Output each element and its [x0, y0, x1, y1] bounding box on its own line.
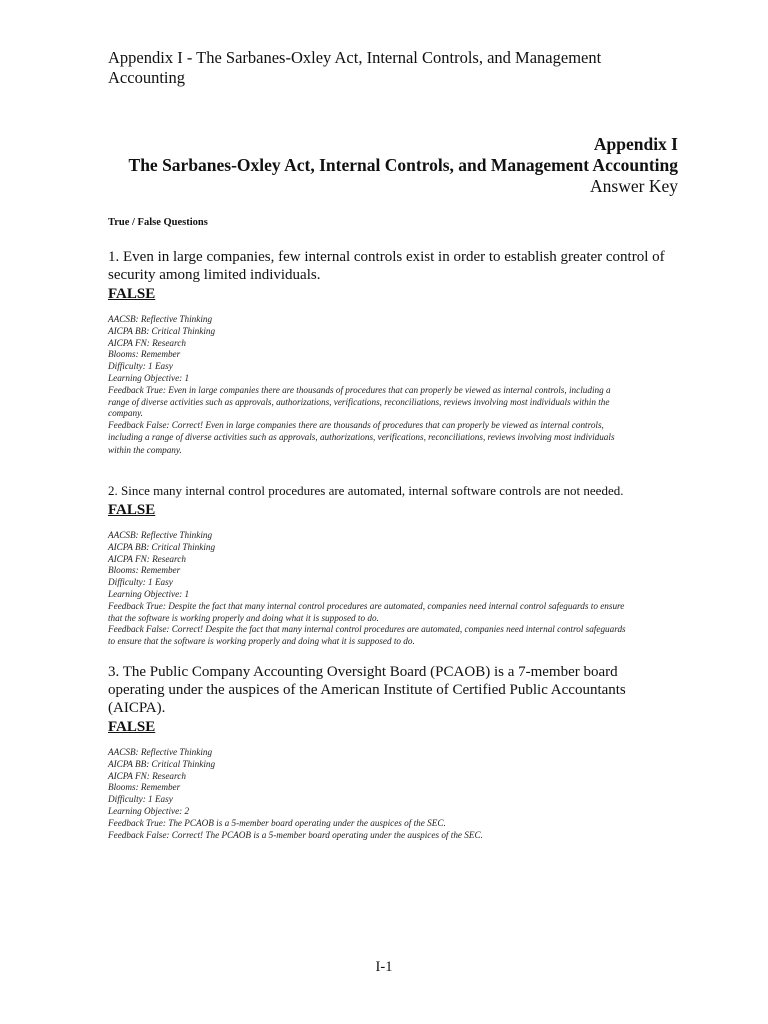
meta-line: AICPA FN: Research [108, 337, 186, 348]
title-block [58, 134, 678, 197]
question-text-line: operating under the auspices of the American Institute of Certified Public Accountants [108, 682, 626, 698]
meta-line: Blooms: Remember [108, 565, 181, 576]
question-2 [108, 482, 680, 648]
meta-line: Feedback True: The PCAOB is a 5-member board operating under the auspices of the SEC. [108, 817, 446, 828]
meta-line: Feedback False: Correct! Despite the fact that many internal control procedures are automated, companies need internal control safeguards [108, 624, 626, 635]
meta-line: Blooms: Remember [108, 349, 181, 360]
running-header [108, 48, 668, 88]
question-3 [108, 663, 680, 841]
meta-line: AACSB: Reflective Thinking [108, 747, 213, 757]
meta-line: Learning Objective: 1 [108, 588, 190, 599]
meta-line: Learning Objective: 2 [108, 805, 190, 816]
section-label: True / False Questions [108, 217, 208, 228]
meta-line: within the company. [108, 444, 182, 455]
question-text-line: 2. Since many internal control procedures are automated, internal software controls are not needed. [108, 483, 624, 498]
appendix-subtitle: Answer Key [590, 176, 678, 196]
meta-line: range of diverse activities such as approvals, authorizations, verifications, reconciliations, reviews involving most individuals within the [108, 396, 610, 407]
appendix-title: Appendix I [593, 134, 678, 154]
meta-line: Difficulty: 1 Easy [108, 361, 173, 372]
meta-line: AICPA BB: Critical Thinking [108, 325, 216, 336]
running-header-line-1: Appendix I - The Sarbanes-Oxley Act, Internal Controls, and Management [108, 48, 602, 67]
question-answer: FALSE [108, 719, 156, 735]
question-text-line: security among limited individuals. [108, 267, 321, 283]
meta-line: that the software is working properly and doing what it is supposed to do. [108, 612, 379, 623]
question-text [108, 663, 680, 717]
meta-line: to ensure that the software is working properly and doing what it is supposed to do. [108, 636, 415, 647]
meta-line: Feedback True: Despite the fact that many internal control procedures are automated, companies need internal control safeguards to ensure [108, 600, 625, 611]
page-number: I-1 [375, 959, 393, 975]
question-metadata [108, 747, 680, 841]
question-text-line: 1. Even in large companies, few internal controls exist in order to establish greater control of [108, 249, 665, 265]
meta-line: Difficulty: 1 Easy [108, 794, 173, 805]
meta-line: company. [108, 408, 143, 419]
meta-line: Feedback True: Even in large companies there are thousands of procedures that can properly be viewed as internal controls, including a [108, 384, 611, 395]
meta-line: AICPA BB: Critical Thinking [108, 758, 216, 769]
meta-line: AACSB: Reflective Thinking [108, 530, 213, 540]
meta-line: AICPA BB: Critical Thinking [108, 541, 216, 552]
question-text-line: 3. The Public Company Accounting Oversight Board (PCAOB) is a 7-member board [108, 664, 618, 680]
question-text [108, 248, 680, 284]
question-metadata [108, 530, 680, 648]
meta-line: Difficulty: 1 Easy [108, 577, 173, 588]
meta-line: Feedback False: Correct! The PCAOB is a 5-member board operating under the auspices of the SEC. [108, 829, 483, 840]
meta-line: including a range of diverse activities such as approvals, authorizations, verifications, reconciliations, reviews involving most individuals [108, 431, 615, 442]
running-header-line-2: Accounting [108, 68, 185, 87]
question-answer: FALSE [108, 286, 156, 302]
question-text-line: (AICPA). [108, 700, 166, 716]
meta-line: Feedback False: Correct! Even in large companies there are thousands of procedures that can properly be viewed as internal controls, [108, 420, 604, 431]
appendix-subject: The Sarbanes-Oxley Act, Internal Controls, and Management Accounting [128, 155, 678, 175]
meta-line: AACSB: Reflective Thinking [108, 314, 213, 324]
meta-line: Blooms: Remember [108, 782, 181, 793]
question-metadata [108, 314, 680, 457]
meta-line: Learning Objective: 1 [108, 372, 190, 383]
question-1 [108, 248, 680, 457]
meta-line: AICPA FN: Research [108, 553, 186, 564]
meta-line: AICPA FN: Research [108, 770, 186, 781]
question-answer: FALSE [108, 502, 156, 518]
question-text [108, 482, 680, 500]
